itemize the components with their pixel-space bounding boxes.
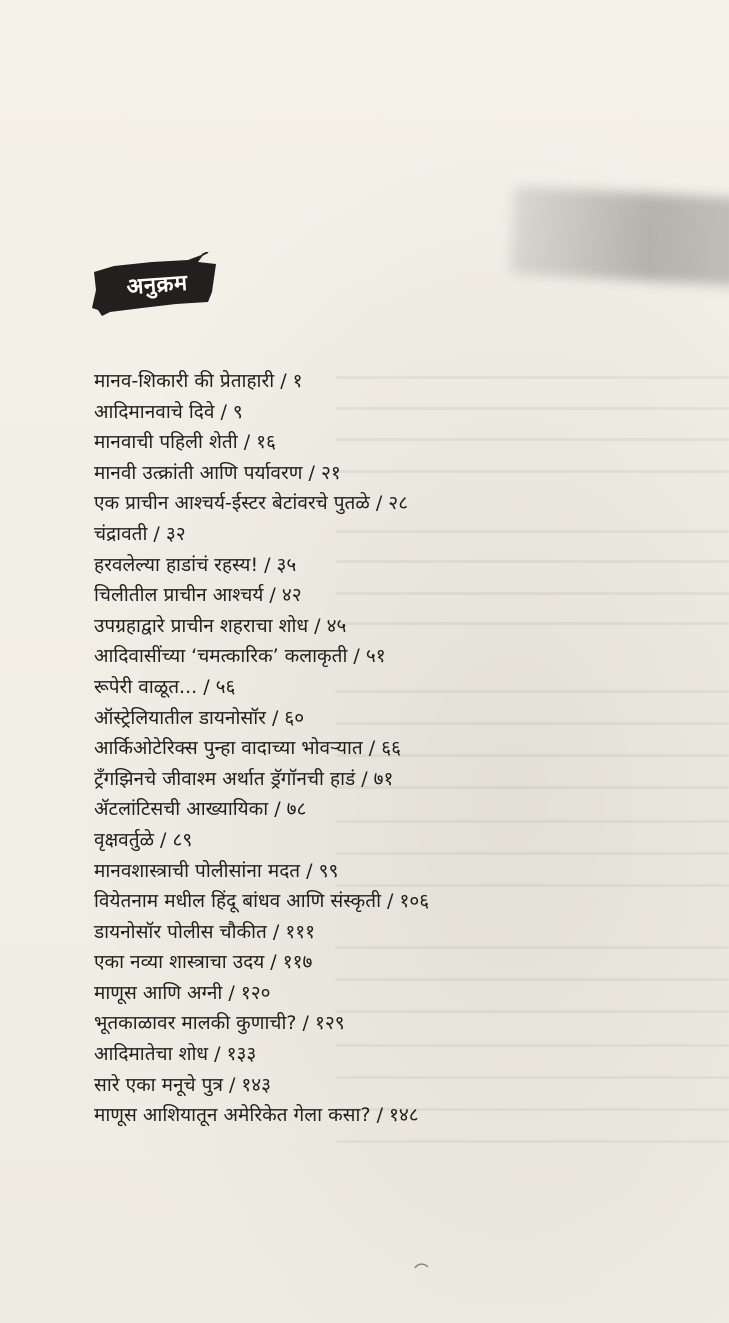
toc-entry: रूपेरी वाळूत... / ५६	[94, 675, 236, 698]
toc-entry: मानवाची पहिली शेती / १६	[94, 431, 276, 454]
toc-entry: एका नव्या शास्त्राचा उदय / ११७	[94, 951, 313, 974]
toc-entry: वृक्षवर्तुळे / ८९	[94, 828, 193, 851]
toc-entry: आर्किओटेरिक्स पुन्हा वादाच्या भोवऱ्यात / ६६	[94, 737, 402, 760]
toc-entry: आदिमानवाचे दिवे / ९	[94, 400, 243, 423]
toc-entry: ॲटलांटिसची आख्यायिका / ७८	[94, 798, 307, 821]
toc-entry: ऑस्ट्रेलियातील डायनोसॉर / ६०	[94, 706, 305, 729]
toc-entry: मानवशास्त्राची पोलीसांना मदत / ९९	[94, 859, 339, 882]
toc-entry: सारे एका मनूचे पुत्र / १४३	[94, 1073, 272, 1096]
bleed-through-smudge	[510, 186, 729, 286]
toc-entry: मानव-शिकारी की प्रेताहारी / १	[94, 370, 303, 392]
toc-entry: डायनोसॉर पोलीस चौकीत / १११	[94, 920, 315, 943]
contents-heading-tag	[92, 252, 218, 318]
table-of-contents	[94, 366, 429, 1131]
toc-entry: माणूस आणि अग्नी / १२०	[94, 981, 271, 1004]
toc-entry: चिलीतील प्राचीन आश्चर्य / ४२	[94, 584, 302, 607]
toc-entry: भूतकाळावर मालकी कुणाची? / १२९	[94, 1012, 345, 1035]
page-number-mark	[412, 1262, 432, 1272]
bleed-line	[335, 1140, 729, 1143]
toc-entry: ट्रॅंगझिनचे जीवाश्म अर्थात ड्रॅगॉनची हाडं / ७१	[94, 767, 394, 790]
toc-entry: एक प्राचीन आश्चर्य-ईस्टर बेटांवरचे पुतळे / २८	[94, 492, 409, 515]
toc-entry: आदिमातेचा शोध / १३३	[94, 1043, 257, 1066]
tag-corner-tail	[202, 252, 208, 255]
toc-entry: आदिवासींच्या ‘चमत्कारिक’ कलाकृती / ५१	[94, 645, 386, 668]
toc-entry: माणूस आशियातून अमेरिकेत गेला कसा? / १४८	[94, 1104, 419, 1127]
contents-heading: अनुक्रम	[125, 270, 189, 301]
toc-entry: चंद्रावती / ३२	[94, 522, 186, 545]
page-mark-stroke	[415, 1264, 428, 1268]
toc-entry: वियेतनाम मधील हिंदू बांधव आणि संस्कृती / १०६	[94, 890, 430, 913]
toc-entry: मानवी उत्क्रांती आणि पर्यावरण / २१	[94, 461, 341, 484]
toc-entry: उपग्रहाद्वारे प्राचीन शहराचा शोध / ४५	[94, 614, 347, 637]
toc-entry: हरवलेल्या हाडांचं रहस्य! / ३५	[94, 553, 297, 576]
